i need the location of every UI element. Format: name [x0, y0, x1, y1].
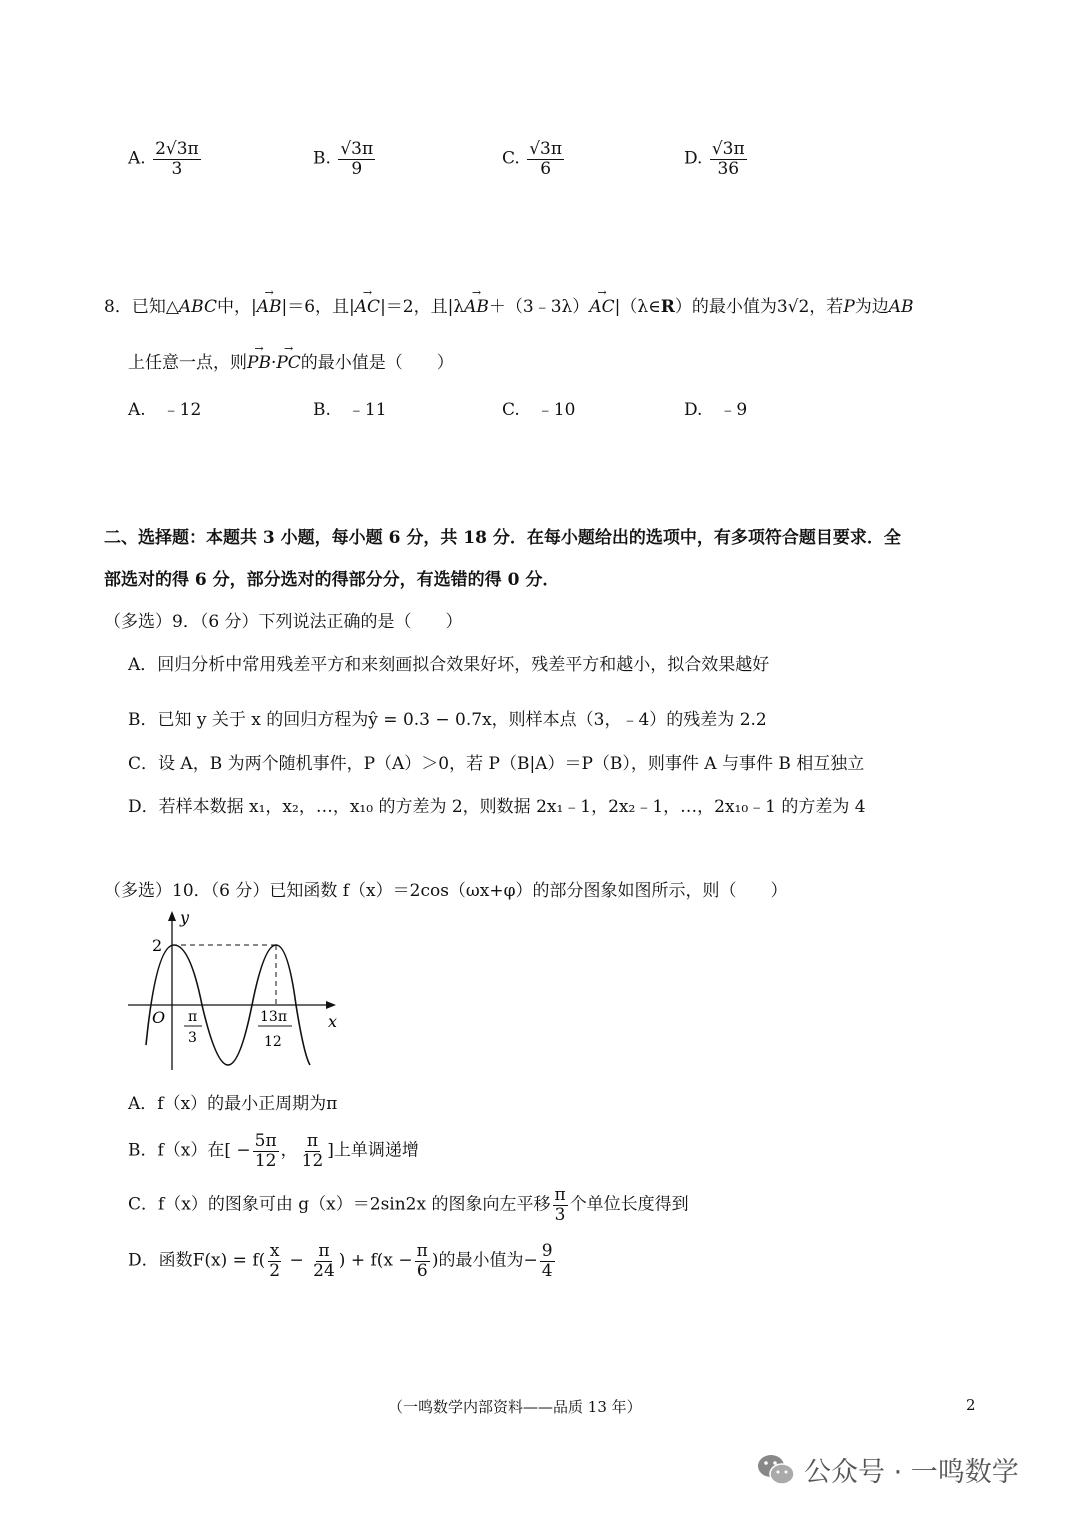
x-tick-13pi12-num: 13π — [260, 1009, 288, 1025]
x-tick-pi3-num: π — [188, 1009, 198, 1025]
y-axis-arrow — [168, 911, 176, 921]
q7-c-num: √3π — [529, 139, 563, 159]
page-number: 2 — [966, 1396, 976, 1414]
q10-option-b: B．f（x）在[ − $\frac{5\pi}{12}$ ， $\frac{\pi}{12}$ ]上单调递增 — [128, 1131, 419, 1171]
q10-option-a: A．f（x）的最小正周期为π — [128, 1094, 338, 1114]
q7-option-b: B. $\frac{√3\pi}{9}$ — [313, 139, 374, 179]
section2-line1: 二、选择题：本题共 3 小题，每小题 6 分，共 18 分．在每小题给出的选项中，有多项符合题目要求．全 — [104, 528, 901, 548]
vector-pc: → PC — [276, 353, 300, 373]
watermark-text: 公众号 · 一鸣数学 — [804, 1457, 1019, 1488]
q7-option-d: D. $\frac{√3\pi}{36}$ — [684, 139, 745, 179]
q8-option-b: B. ﹣11 — [313, 400, 387, 420]
q9-stem: （多选）9．（6 分）下列说法正确的是（ ） — [104, 612, 463, 632]
vector-ac-2: → AC — [589, 297, 614, 317]
q9-option-b: B．已知 y 关于 x 的回归方程为ŷ = 0.3 − 0.7x，则样本点（3，﹣4）的残差为 2.2 — [128, 710, 767, 730]
footer-text: （一鸣数学内部资料——品质 13 年） — [388, 1398, 642, 1416]
q7-option-c: C. $\frac{√3\pi}{6}$ — [502, 139, 563, 179]
x-axis-label: x — [328, 1012, 338, 1031]
y-axis-label: y — [180, 908, 190, 927]
section2-line2: 部选对的得 6 分，部分选对的得部分分，有选错的得 0 分． — [104, 570, 560, 590]
x-tick-13pi12-den: 12 — [264, 1034, 282, 1050]
origin-label: O — [152, 1008, 166, 1027]
vector-pb: → PB — [247, 353, 271, 373]
q7-a-num: 2√3π — [155, 139, 199, 159]
q8-line2: 上任意一点，则→ PB·→ PC的最小值是（ ） — [128, 348, 454, 373]
q9-option-c: C．设 A，B 为两个随机事件，P（A）＞0，若 P（B|A）＝P（B），则事件 A 与事件 B 相互独立 — [128, 754, 865, 774]
vector-ac: → AC — [355, 297, 380, 317]
y-tick-2: 2 — [152, 936, 163, 955]
q10-option-c: C．f（x）的图象可由 g（x）＝2sin2x 的图象向左平移 $\frac{\pi}{3}$ 个单位长度得到 — [128, 1185, 689, 1225]
q8-line1: 8．已知△ABC中，|→ AB|＝6，且|→ AC|＝2，且|λ→ AB＋（3﹣3λ）→ AC|（λ∈R）的最小值为3√2，若P为边AB — [104, 292, 914, 317]
q7-b-den: 9 — [351, 158, 363, 179]
q10-option-d: D．函数F(x) = f( $\frac{x}{2}$ − $\frac{\pi}{24}$ ) + f(x − $\frac{\pi}{6}$ )的最小值为− $\frac{9}{4}$ — [128, 1241, 553, 1281]
q8-option-d: D. ﹣9 — [684, 400, 748, 420]
q9-option-a: A．回归分析中常用残差平方和来刻画拟合效果好坏，残差平方和越小，拟合效果越好 — [128, 655, 770, 675]
q8-option-c: C. ﹣10 — [502, 400, 576, 420]
x-tick-pi3-den: 3 — [188, 1030, 197, 1046]
q7-c-den: 6 — [540, 158, 552, 179]
q7-a-den: 3 — [171, 158, 183, 179]
vector-ab: → AB — [257, 297, 282, 317]
x-axis-arrow — [326, 1001, 336, 1009]
wechat-icon — [756, 1452, 796, 1488]
q7-d-den: 36 — [717, 158, 740, 179]
q7-d-num: √3π — [711, 139, 745, 159]
q7-option-a: A. $\frac{2√3\pi}{3}$ — [128, 139, 199, 179]
vector-ab-2: → AB — [464, 297, 489, 317]
q10-stem: （多选）10．（6 分）已知函数 f（x）＝2cos（ωx+φ）的部分图象如图所示，则（ ） — [104, 881, 788, 901]
q7-b-num: √3π — [340, 139, 374, 159]
watermark — [756, 1450, 1019, 1489]
q8-option-a: A. ﹣12 — [128, 400, 202, 420]
q10-graph — [124, 905, 354, 1075]
q9-option-d: D．若样本数据 x₁，x₂，…，x₁₀ 的方差为 2，则数据 2x₁﹣1，2x₂﹣1，…，2x₁₀﹣1 的方差为 4 — [128, 797, 866, 817]
